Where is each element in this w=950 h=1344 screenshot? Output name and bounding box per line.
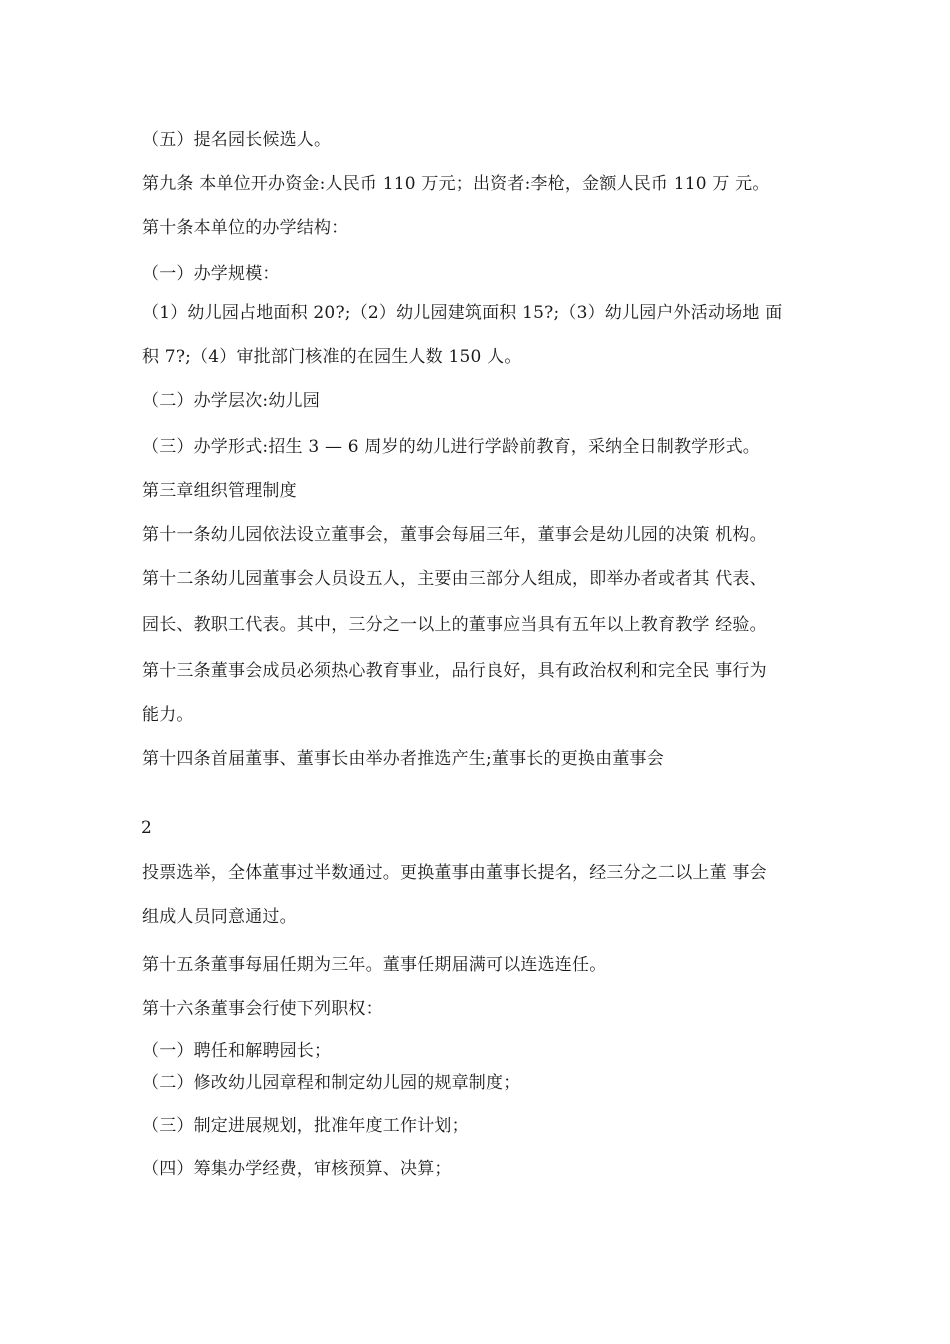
list-item: （一）聘任和解聘园长；	[142, 1041, 332, 1061]
text-line: （一）办学规模：	[142, 264, 280, 284]
text-line: 第十一条幼儿园依法设立董事会，董事会每届三年，董事会是幼儿园的决策 机构。	[142, 525, 767, 545]
text-line: 第十三条董事会成员必须热心教育事业，品行良好，具有政治权利和完全民 事行为	[142, 661, 767, 681]
text-line: （1）幼儿园占地面积 20?;（2）幼儿园建筑面积 15?;（3）幼儿园户外活动场地 面	[142, 303, 783, 323]
text-line: 第十条本单位的办学结构：	[142, 218, 349, 238]
text-line: 第十六条董事会行使下列职权：	[142, 999, 383, 1019]
text-line: 第十五条董事每届任期为三年。董事任期届满可以连选连任。	[142, 955, 607, 975]
text-line: 园长、教职工代表。其中，三分之一以上的董事应当具有五年以上教育教学 经验。	[142, 615, 767, 635]
list-item: （二）修改幼儿园章程和制定幼儿园的规章制度；	[142, 1073, 521, 1093]
text-line: （五）提名园长候选人。	[142, 130, 332, 150]
text-line: 积 7?;（4）审批部门核准的在园生人数 150 人。	[142, 347, 522, 367]
list-item: （三）制定进展规划，批准年度工作计划；	[142, 1116, 469, 1136]
text-line: 组成人员同意通过。	[142, 907, 297, 927]
section-heading: 第三章组织管理制度	[142, 481, 297, 501]
text-line: （三）办学形式:招生 3 — 6 周岁的幼儿进行学龄前教育，采纳全日制教学形式。	[142, 437, 760, 457]
text-line: 第十二条幼儿园董事会人员设五人，主要由三部分人组成，即举办者或者其 代表、	[142, 569, 767, 589]
text-line: （二）办学层次:幼儿园	[142, 391, 320, 411]
text-line: 第十四条首届董事、董事长由举办者推选产生;董事长的更换由董事会	[142, 749, 664, 769]
list-item: （四）筹集办学经费，审核预算、决算；	[142, 1159, 452, 1179]
text-line: 能力。	[142, 705, 194, 725]
page-number: 2	[141, 818, 152, 838]
text-line: 第九条 本单位开办资金:人民币 110 万元；出资者:李枪，金额人民币 110 万 元。	[142, 174, 770, 194]
text-line: 投票选举，全体董事过半数通过。更换董事由董事长提名，经三分之二以上董 事会	[142, 863, 767, 883]
